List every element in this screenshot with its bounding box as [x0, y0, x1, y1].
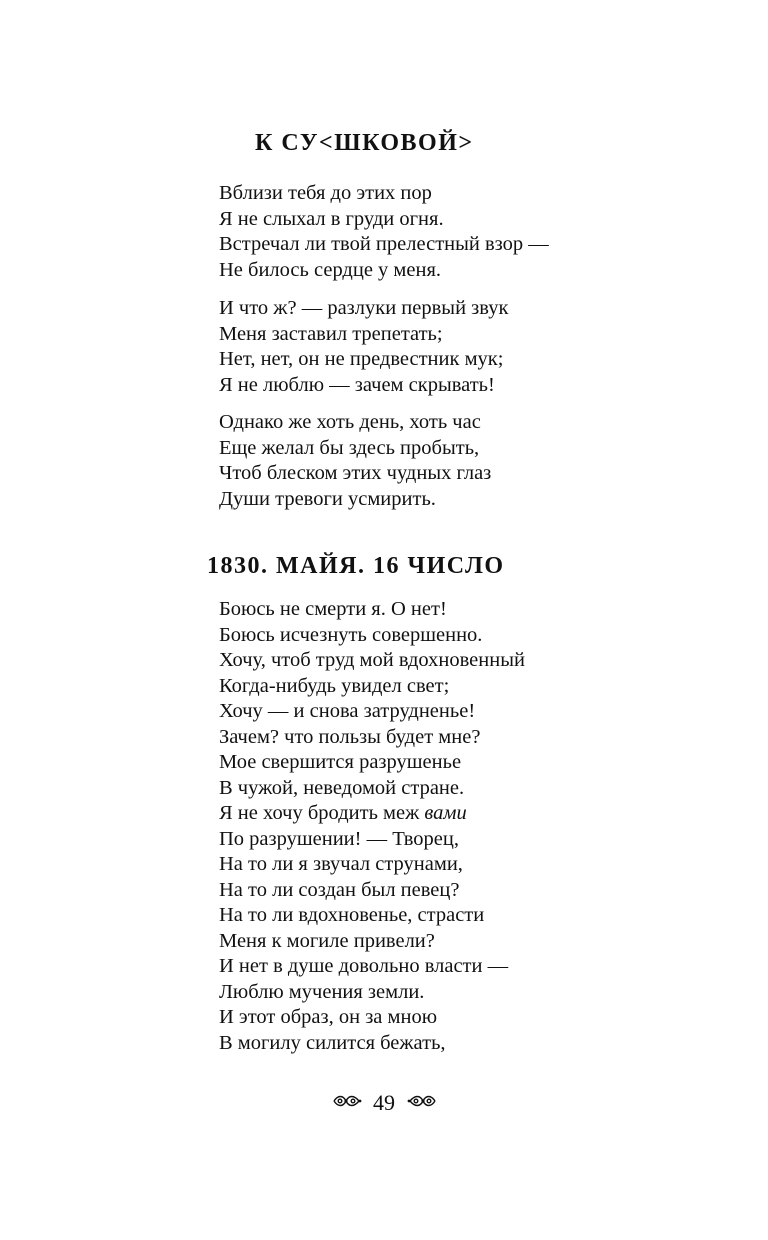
verse-line: И этот образ, он за мною — [219, 1006, 438, 1028]
stanza-3 — [219, 410, 491, 512]
verse-line: Мое свершится разрушенье — [219, 751, 462, 773]
verse-line: Боюсь не смерти я. О нет! — [219, 598, 447, 620]
verse-line: Я не люблю — зачем скрывать! — [219, 373, 495, 396]
page-number: 49 — [373, 1089, 395, 1115]
verse-line: Меня к могиле привели? — [219, 929, 435, 952]
verse-line: Хочу — и снова затрудненье! — [219, 700, 476, 722]
verse-line: В могилу силится бежать, — [219, 1031, 446, 1054]
stanza-2 — [219, 296, 508, 398]
verse-line: Чтоб блеском этих чудных глаз — [219, 462, 492, 484]
verse-line: Я не слыхал в груди огня. — [219, 207, 444, 230]
verse-line: Вблизи тебя до этих пор — [219, 182, 432, 204]
verse-line: На то ли вдохновенье, страсти — [219, 904, 485, 926]
verse-line: Нет, нет, он не предвестник мук; — [219, 348, 504, 370]
verse-line: Боюсь исчезнуть совершенно. — [219, 623, 483, 646]
verse-line: И что ж? — разлуки первый звук — [219, 297, 509, 319]
poem-title-1830-may-16: 1830. МАЙЯ. 16 ЧИСЛО — [207, 553, 505, 579]
floral-ornament-right-icon — [407, 1090, 437, 1116]
verse-line: На то ли я звучал струнами, — [219, 853, 463, 875]
stanza-1 — [219, 181, 549, 283]
verse-line: Встречал ли твой прелестный взор — — [219, 233, 549, 255]
verse-line: Когда-нибудь увидел свет; — [219, 674, 450, 697]
verse-line: И нет в душе довольно власти — — [219, 955, 509, 977]
verse-line: На то ли создан был певец? — [219, 878, 460, 901]
verse-line: Зачем? что пользы будет мне? — [219, 725, 481, 748]
verse-line: Хочу, чтоб труд мой вдохновенный — [219, 649, 525, 671]
verse-line: Не билось сердце у меня. — [219, 258, 442, 281]
verse-line: Меня заставил трепетать; — [219, 322, 443, 345]
verse-line: Души тревоги усмирить. — [219, 487, 436, 510]
verse-line: Однако же хоть день, хоть час — [219, 411, 481, 433]
floral-ornament-left-icon — [332, 1090, 362, 1116]
verse-line: Люблю мучения земли. — [219, 980, 425, 1003]
poem-2-body — [219, 597, 525, 1056]
verse-line — [219, 801, 525, 827]
italic-word: вами — [424, 802, 467, 824]
page-footer — [0, 1088, 768, 1116]
verse-line-text: Я не хочу бродить меж — [219, 802, 420, 824]
poem-title-su-shkovoy: К СУ<ШКОВОЙ> — [255, 130, 474, 156]
verse-line: По разрушении! — Творец, — [219, 827, 459, 850]
verse-line: В чужой, неведомой стране. — [219, 776, 465, 799]
verse-line: Еще желал бы здесь пробыть, — [219, 436, 480, 459]
